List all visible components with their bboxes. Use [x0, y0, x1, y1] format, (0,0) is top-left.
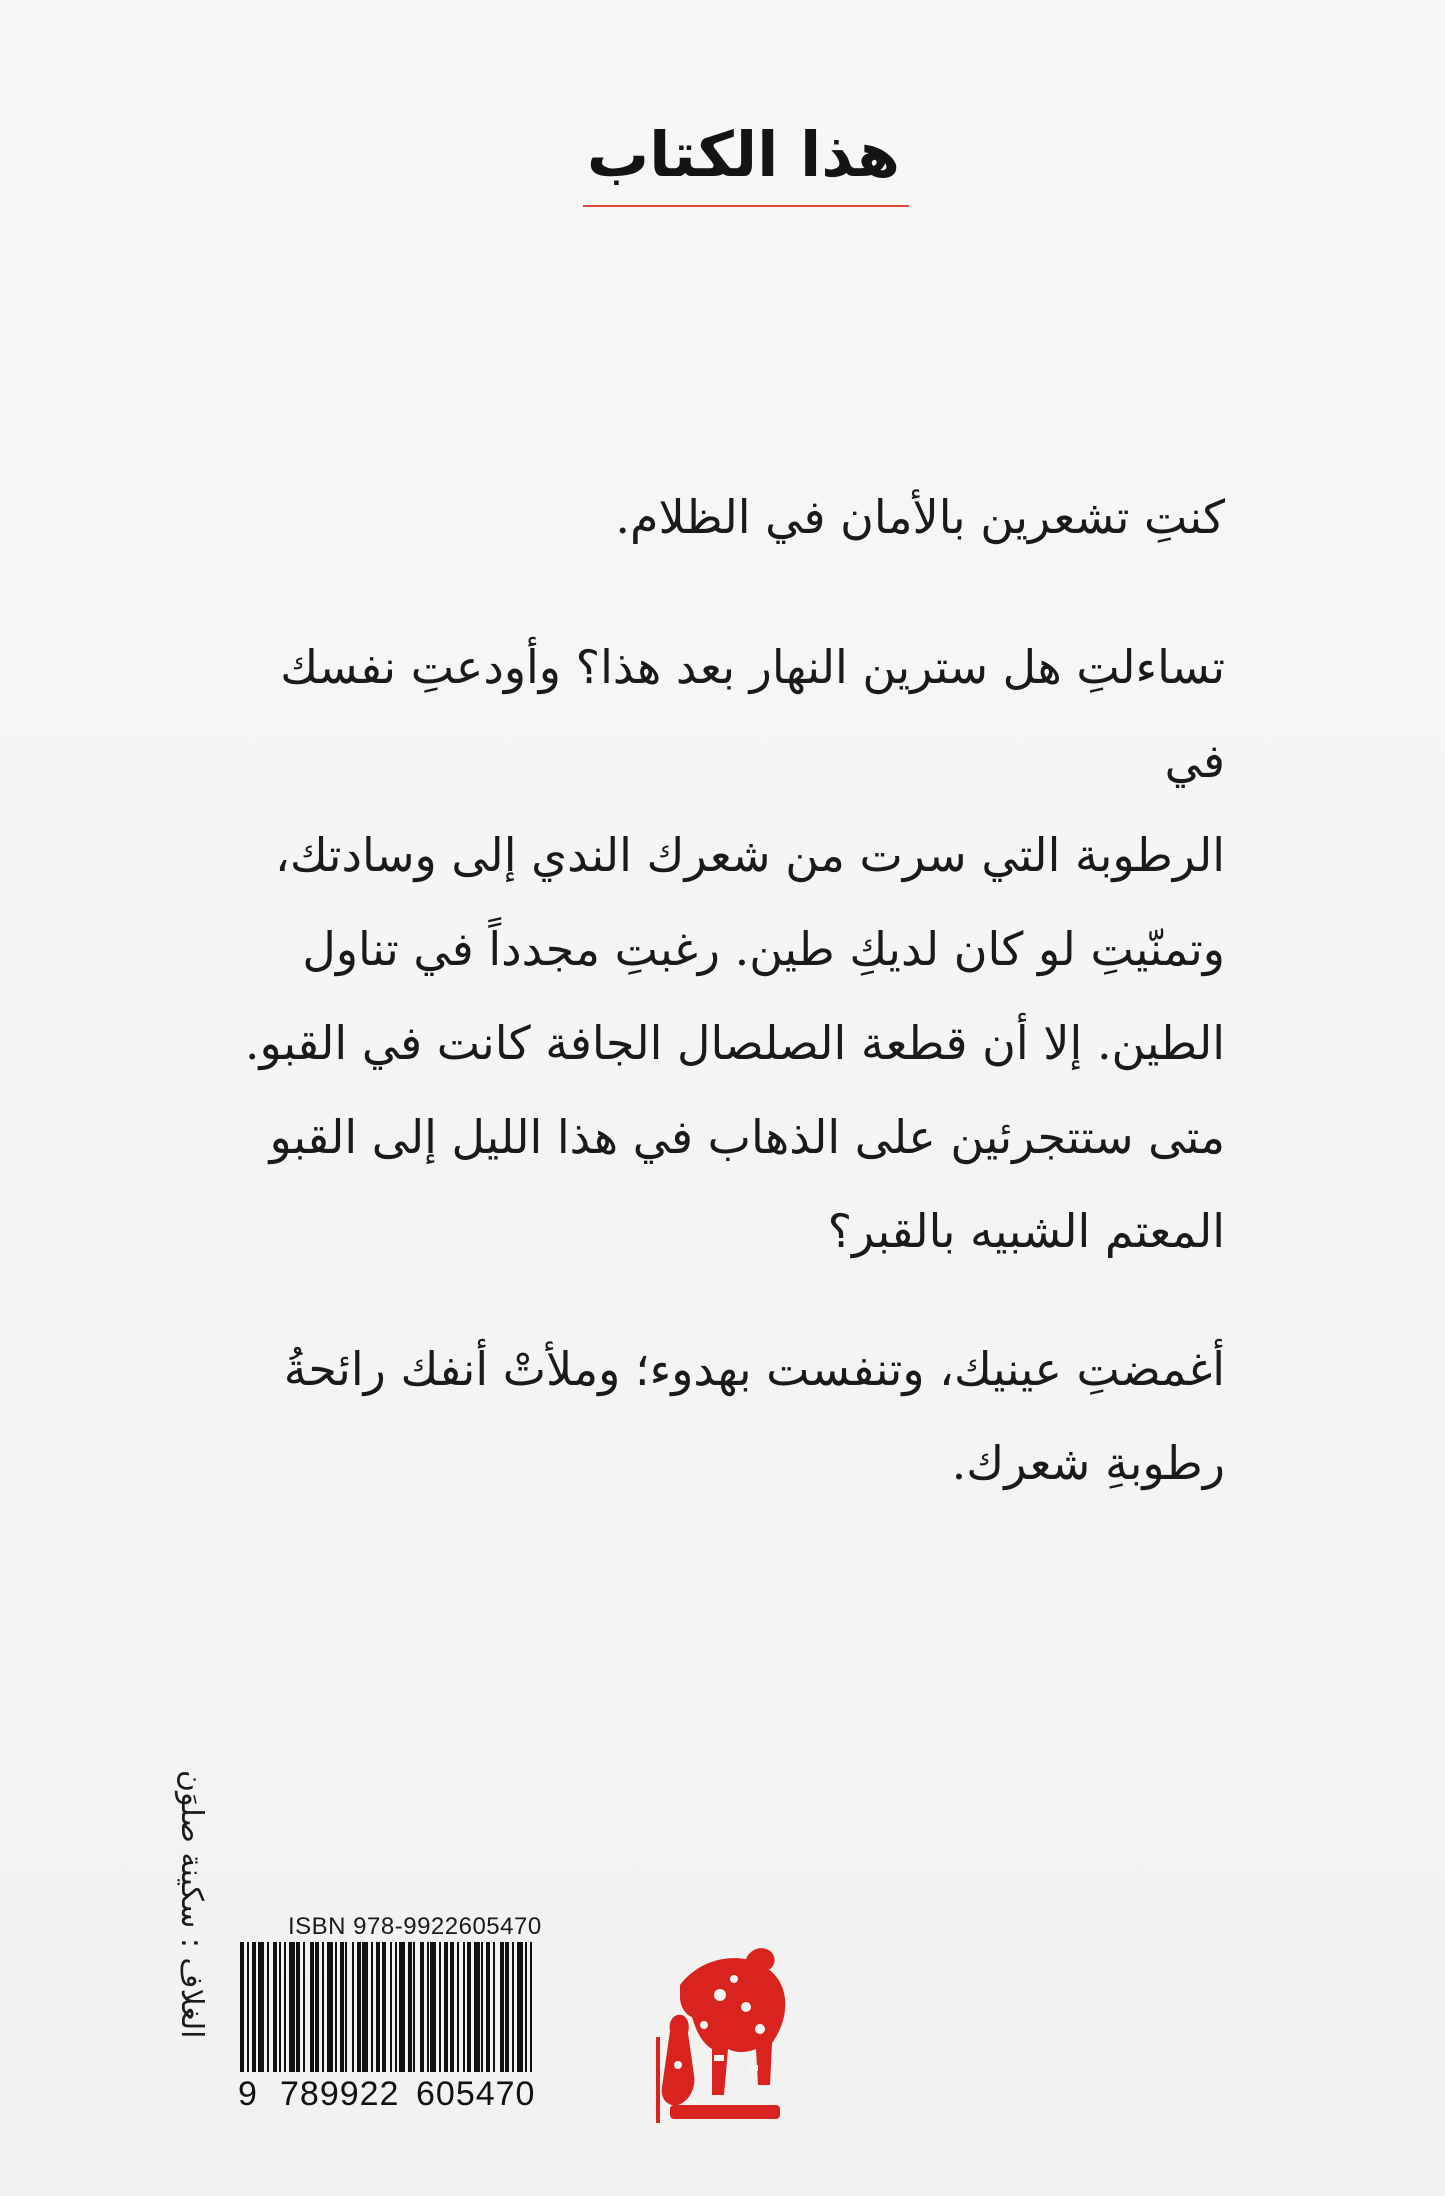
blurb-line: كنتِ تشعرين بالأمان في الظلام. — [615, 490, 1225, 544]
isbn-barcode — [240, 1942, 542, 2114]
page-title: هذا الكتاب — [586, 118, 900, 191]
barcode-bar — [457, 1942, 459, 2072]
cover-credit — [165, 1770, 217, 2130]
barcode-bar — [296, 1942, 300, 2072]
barcode-bar — [345, 1942, 347, 2072]
barcode-bar — [450, 1942, 454, 2072]
barcode-bar — [517, 1942, 523, 2072]
barcode-bar — [525, 1942, 527, 2072]
blurb-paragraph-2 — [215, 620, 1225, 1278]
barcode-bar — [430, 1942, 436, 2072]
cover-credit-text: الغلاف : سكينة صلوَن — [174, 1770, 209, 2039]
blurb-line: أغمضتِ عينيك، وتنفست بهدوء؛ وملأتْ أنفك رائحةُ — [283, 1342, 1225, 1396]
barcode-bar — [371, 1942, 373, 2072]
blurb-line: الطين. إلا أن قطعة الصلصال الجافة كانت في القبو. — [244, 1016, 1225, 1070]
barcode-bar — [408, 1942, 412, 2072]
barcode-digit-first: 9 — [238, 2075, 258, 2113]
barcode-bar — [505, 1942, 509, 2072]
barcode-bar — [427, 1942, 429, 2072]
barcode-bar — [500, 1942, 504, 2072]
barcode-bar — [390, 1942, 392, 2072]
barcode-bar — [382, 1942, 386, 2072]
camel-rider-stamp-icon — [650, 1945, 800, 2125]
barcode-bar — [340, 1942, 344, 2072]
barcode-bars — [240, 1942, 542, 2072]
barcode-bar — [327, 1942, 333, 2072]
blurb — [215, 470, 1225, 1554]
barcode-bar — [289, 1942, 295, 2072]
barcode-bar — [303, 1942, 305, 2072]
barcode-bar — [399, 1942, 405, 2072]
barcode-bar — [512, 1942, 514, 2072]
barcode-bar — [395, 1942, 397, 2072]
blurb-line: رطوبةِ شعرك. — [951, 1436, 1225, 1490]
barcode-bar — [273, 1942, 277, 2072]
barcode-digits-left: 789922 — [280, 2075, 400, 2113]
barcode-bar — [284, 1942, 286, 2072]
isbn-label: ISBN 978-9922605470 — [288, 1913, 542, 1940]
barcode-bar — [315, 1942, 319, 2072]
blurb-line: تساءلتِ هل سترين النهار بعد هذا؟ وأودعتِ نفسك في — [280, 640, 1225, 788]
barcode-bar — [352, 1942, 354, 2072]
barcode-bar — [310, 1942, 314, 2072]
barcode-bar — [481, 1942, 483, 2072]
blurb-paragraph-3 — [215, 1322, 1225, 1510]
barcode-digits-right: 605470 — [416, 2075, 536, 2113]
blurb-paragraph-1 — [215, 470, 1225, 564]
barcode-bar — [258, 1942, 264, 2072]
barcode-bar — [439, 1942, 441, 2072]
blurb-line: الرطوبة التي سرت من شعرك الندي إلى وسادتك، — [275, 828, 1225, 882]
barcode-bar — [413, 1942, 415, 2072]
barcode-bar — [362, 1942, 368, 2072]
barcode-bar — [444, 1942, 448, 2072]
title-underline — [583, 205, 909, 207]
barcode-bar — [247, 1942, 249, 2072]
barcode-bar — [335, 1942, 337, 2072]
barcode-bar — [463, 1942, 465, 2072]
barcode-bar — [467, 1942, 471, 2072]
barcode-bar — [420, 1942, 424, 2072]
barcode-bar — [279, 1942, 281, 2072]
barcode-bar — [493, 1942, 495, 2072]
barcode-bar — [530, 1942, 532, 2072]
barcode-bar — [267, 1942, 269, 2072]
barcode-bar — [240, 1942, 244, 2072]
barcode-bar — [486, 1942, 490, 2072]
blurb-line: المعتم الشبيه بالقبر؟ — [827, 1204, 1225, 1258]
barcode-bar — [376, 1942, 380, 2072]
blurb-line: متى ستتجرئين على الذهاب في هذا الليل إلى القبو — [269, 1110, 1225, 1164]
barcode-bar — [252, 1942, 256, 2072]
barcode-bar — [322, 1942, 324, 2072]
blurb-line: وتمنّيتِ لو كان لديكِ طين. رغبتِ مجدداً في تناول — [302, 922, 1225, 976]
barcode-bar — [357, 1942, 361, 2072]
barcode-bar — [474, 1942, 480, 2072]
